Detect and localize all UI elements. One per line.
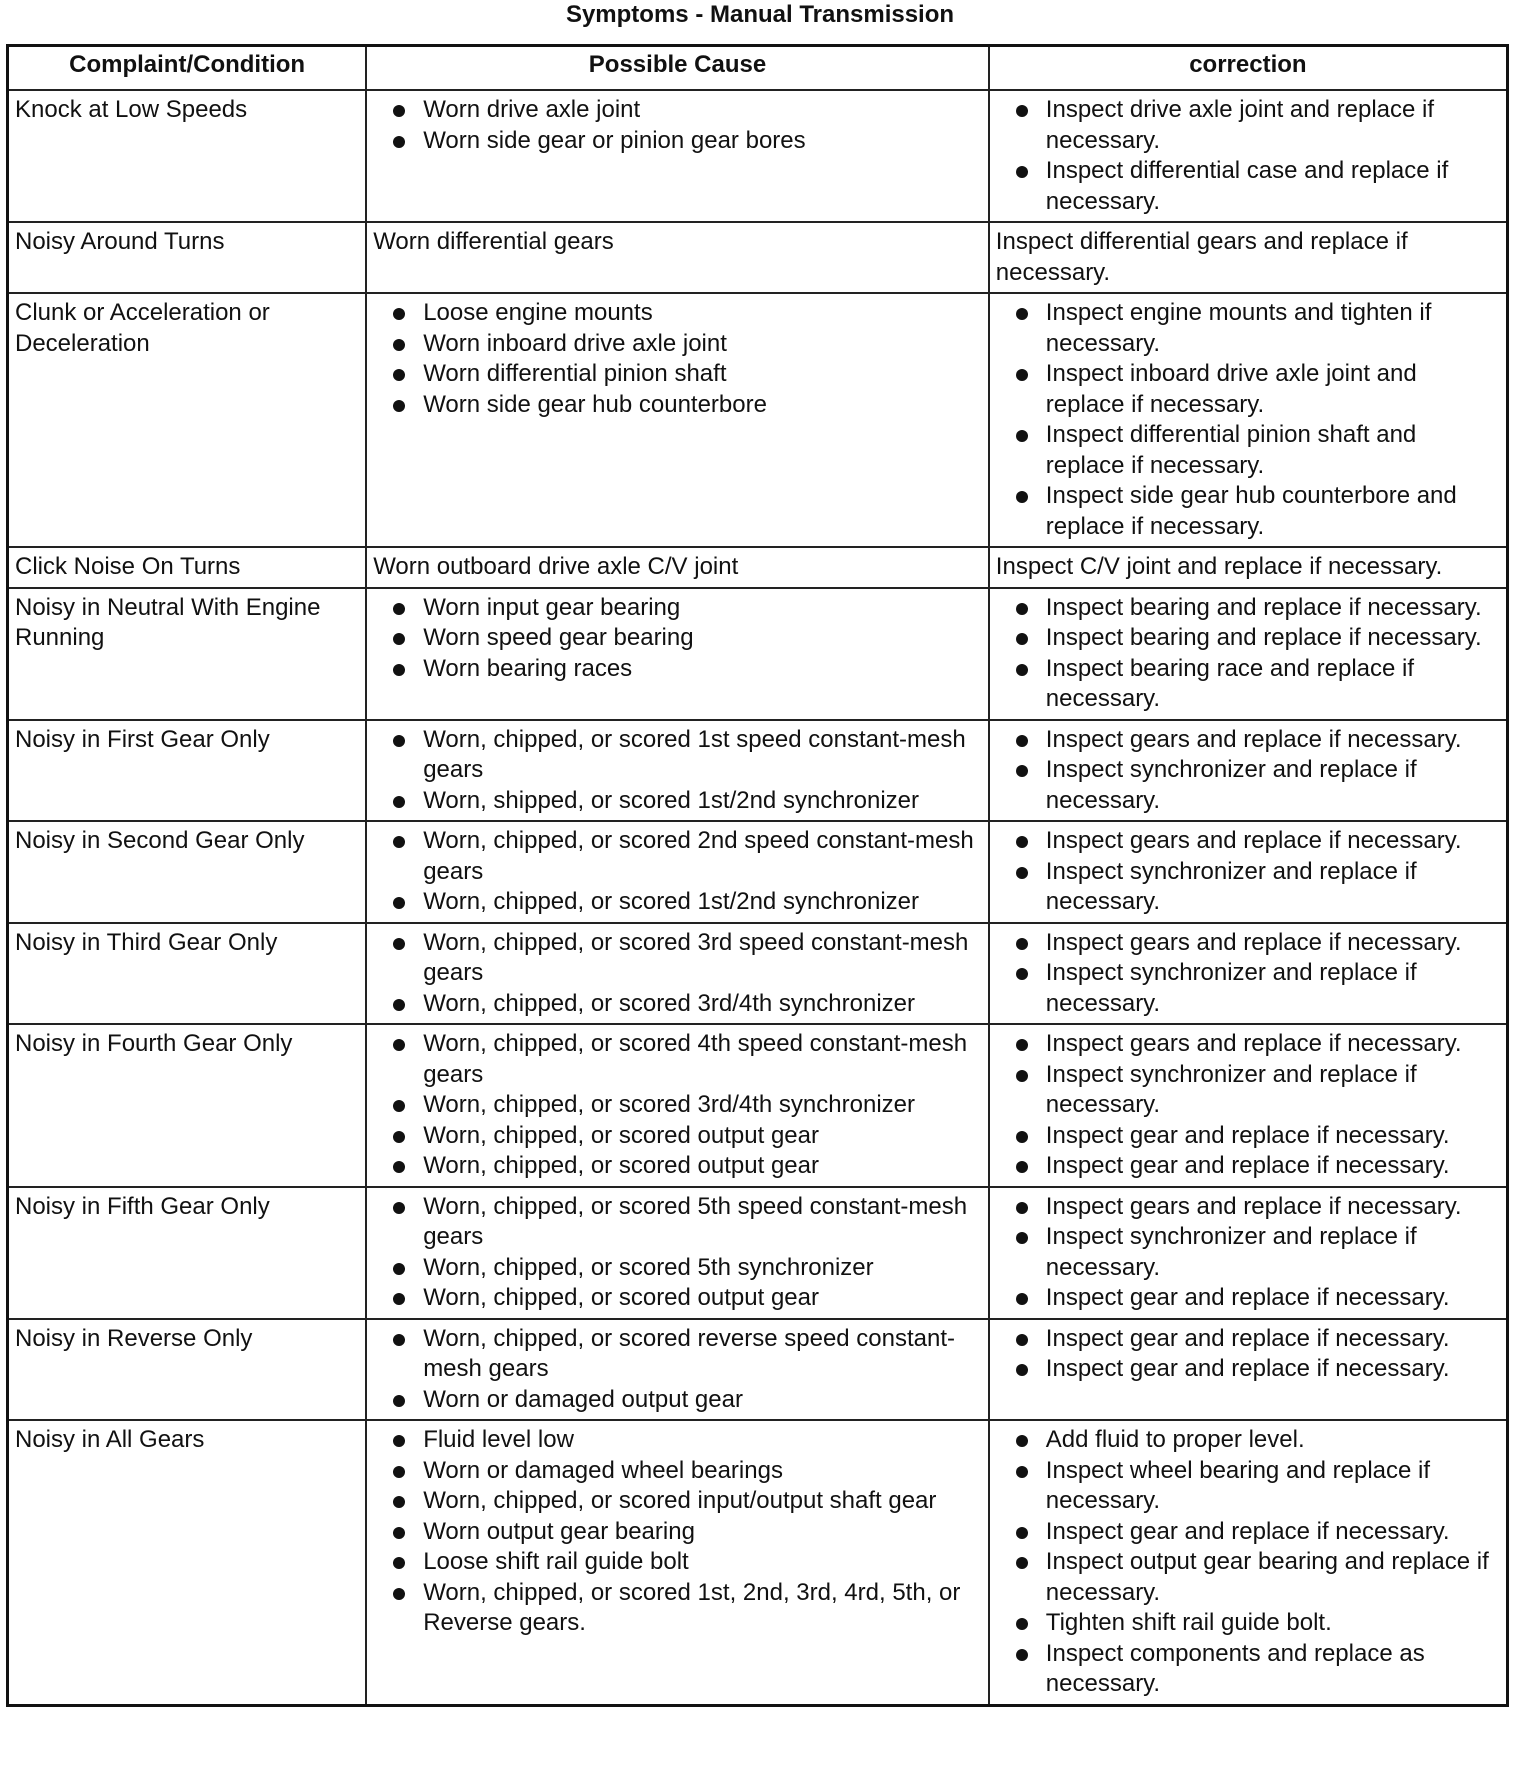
cause-cell-list xyxy=(373,1425,982,1639)
cause-cell-list xyxy=(373,1192,982,1314)
table-row xyxy=(8,547,1508,588)
cause-item: Worn or damaged wheel bearings xyxy=(373,1456,982,1487)
correction-item: Inspect inboard drive axle joint and replace if necessary. xyxy=(996,359,1500,420)
cause-cell xyxy=(366,547,989,588)
cause-item: Worn or damaged output gear xyxy=(373,1385,982,1416)
cause-item: Worn drive axle joint xyxy=(373,95,982,126)
correction-item: Inspect gear and replace if necessary. xyxy=(996,1324,1500,1355)
table-row xyxy=(8,1420,1508,1705)
cause-cell-list xyxy=(373,725,982,817)
condition-cell: Noisy in Reverse Only xyxy=(8,1319,367,1421)
cause-cell xyxy=(366,1319,989,1421)
correction-item: Inspect synchronizer and replace if necessary. xyxy=(996,958,1500,1019)
table-row xyxy=(8,588,1508,720)
cause-item: Worn side gear or pinion gear bores xyxy=(373,126,982,157)
correction-item: Inspect differential gears and replace if necessary. xyxy=(995,228,1408,286)
table-row xyxy=(8,1024,1508,1187)
cause-item: Worn, chipped, or scored 3rd/4th synchronizer xyxy=(373,1090,982,1121)
cause-item: Worn, chipped, or scored 2nd speed constant-mesh gears xyxy=(373,826,982,887)
cause-item: Worn outboard drive axle C/V joint xyxy=(373,553,739,580)
correction-item: Inspect drive axle joint and replace if necessary. xyxy=(996,95,1500,156)
correction-item: Inspect synchronizer and replace if necessary. xyxy=(996,1060,1500,1121)
correction-item: Inspect gear and replace if necessary. xyxy=(996,1121,1500,1152)
cause-cell xyxy=(366,923,989,1025)
condition-cell: Noisy in Fifth Gear Only xyxy=(8,1187,367,1319)
cause-item: Worn, chipped, or scored output gear xyxy=(373,1283,982,1314)
cause-cell-list xyxy=(373,298,982,420)
cause-cell xyxy=(366,90,989,222)
cause-item: Worn, chipped, or scored 1st speed constant-mesh gears xyxy=(373,725,982,786)
correction-cell-list xyxy=(996,1324,1500,1385)
correction-cell-list xyxy=(996,826,1500,918)
cause-cell-list xyxy=(373,1029,982,1182)
correction-item: Inspect gear and replace if necessary. xyxy=(996,1283,1500,1314)
header-cause: Possible Cause xyxy=(366,46,989,91)
cause-cell xyxy=(366,821,989,923)
cause-cell xyxy=(366,1420,989,1705)
cause-item: Loose shift rail guide bolt xyxy=(373,1547,982,1578)
cause-item: Worn output gear bearing xyxy=(373,1517,982,1548)
header-correction: correction xyxy=(989,46,1508,91)
correction-cell xyxy=(989,1319,1508,1421)
condition-cell: Noisy in First Gear Only xyxy=(8,720,367,822)
cause-cell-list xyxy=(373,928,982,1020)
condition-cell: Clunk or Acceleration or Deceleration xyxy=(8,293,367,547)
condition-cell: Noisy in Neutral With Engine Running xyxy=(8,588,367,720)
cause-item: Worn, chipped, or scored 1st/2nd synchronizer xyxy=(373,887,982,918)
correction-cell xyxy=(989,222,1508,293)
correction-item: Inspect synchronizer and replace if necessary. xyxy=(996,755,1500,816)
cause-cell xyxy=(366,588,989,720)
table-row xyxy=(8,293,1508,547)
correction-cell-list xyxy=(996,95,1500,217)
correction-item: Inspect components and replace as necessary. xyxy=(996,1639,1500,1700)
cause-item: Worn, chipped, or scored output gear xyxy=(373,1151,982,1182)
cause-item: Worn differential pinion shaft xyxy=(373,359,982,390)
correction-item: Inspect gears and replace if necessary. xyxy=(996,928,1500,959)
cause-item: Worn, chipped, or scored 4th speed constant-mesh gears xyxy=(373,1029,982,1090)
table-body xyxy=(8,90,1508,1705)
correction-cell xyxy=(989,821,1508,923)
table-row xyxy=(8,1187,1508,1319)
symptoms-table xyxy=(6,44,1509,1707)
correction-item: Inspect gears and replace if necessary. xyxy=(996,1029,1500,1060)
cause-cell xyxy=(366,720,989,822)
cause-item: Worn differential gears xyxy=(373,228,614,255)
condition-cell: Knock at Low Speeds xyxy=(8,90,367,222)
cause-cell xyxy=(366,1024,989,1187)
cause-cell xyxy=(366,222,989,293)
cause-item: Worn, chipped, or scored output gear xyxy=(373,1121,982,1152)
cause-cell xyxy=(366,293,989,547)
correction-cell xyxy=(989,588,1508,720)
correction-cell-list xyxy=(996,1192,1500,1314)
correction-cell-list xyxy=(996,928,1500,1020)
correction-item: Inspect bearing and replace if necessary. xyxy=(996,623,1500,654)
correction-cell-list xyxy=(996,1029,1500,1182)
correction-item: Inspect bearing race and replace if necessary. xyxy=(996,654,1500,715)
cause-item: Worn speed gear bearing xyxy=(373,623,982,654)
cause-item: Loose engine mounts xyxy=(373,298,982,329)
cause-item: Worn, chipped, or scored 3rd/4th synchronizer xyxy=(373,989,982,1020)
cause-item: Worn, chipped, or scored 1st, 2nd, 3rd, 4rd, 5th, or Reverse gears. xyxy=(373,1578,982,1639)
table-row xyxy=(8,720,1508,822)
condition-cell: Noisy in All Gears xyxy=(8,1420,367,1705)
cause-item: Worn, chipped, or scored reverse speed constant-mesh gears xyxy=(373,1324,982,1385)
cause-cell-list xyxy=(373,826,982,918)
correction-cell xyxy=(989,1187,1508,1319)
cause-cell-list xyxy=(373,95,982,156)
table-row xyxy=(8,923,1508,1025)
cause-item: Worn input gear bearing xyxy=(373,593,982,624)
correction-item: Inspect wheel bearing and replace if necessary. xyxy=(996,1456,1500,1517)
header-condition: Complaint/Condition xyxy=(8,46,367,91)
correction-item: Inspect synchronizer and replace if necessary. xyxy=(996,857,1500,918)
correction-cell xyxy=(989,720,1508,822)
correction-item: Inspect output gear bearing and replace if necessary. xyxy=(996,1547,1500,1608)
correction-item: Inspect gear and replace if necessary. xyxy=(996,1151,1500,1182)
condition-cell: Noisy in Second Gear Only xyxy=(8,821,367,923)
correction-item: Inspect gear and replace if necessary. xyxy=(996,1517,1500,1548)
correction-item: Inspect gears and replace if necessary. xyxy=(996,826,1500,857)
correction-item: Inspect gears and replace if necessary. xyxy=(996,725,1500,756)
correction-item: Add fluid to proper level. xyxy=(996,1425,1500,1456)
correction-cell xyxy=(989,923,1508,1025)
correction-cell-list xyxy=(996,725,1500,817)
condition-cell: Noisy Around Turns xyxy=(8,222,367,293)
cause-item: Worn, shipped, or scored 1st/2nd synchronizer xyxy=(373,786,982,817)
correction-item: Inspect differential case and replace if necessary. xyxy=(996,156,1500,217)
correction-item: Inspect engine mounts and tighten if necessary. xyxy=(996,298,1500,359)
cause-cell-list xyxy=(373,593,982,685)
condition-cell: Noisy in Third Gear Only xyxy=(8,923,367,1025)
cause-item: Worn, chipped, or scored 5th speed constant-mesh gears xyxy=(373,1192,982,1253)
page-title: Symptoms - Manual Transmission xyxy=(565,1,955,28)
correction-cell xyxy=(989,1420,1508,1705)
cause-item: Worn side gear hub counterbore xyxy=(373,390,982,421)
cause-cell-list xyxy=(373,1324,982,1416)
correction-item: Inspect differential pinion shaft and replace if necessary. xyxy=(996,420,1500,481)
condition-cell: Click Noise On Turns xyxy=(8,547,367,588)
table-header-row xyxy=(8,46,1508,91)
cause-item: Worn, chipped, or scored input/output shaft gear xyxy=(373,1486,982,1517)
correction-cell xyxy=(989,547,1508,588)
condition-cell: Noisy in Fourth Gear Only xyxy=(8,1024,367,1187)
correction-cell xyxy=(989,90,1508,222)
cause-item: Worn bearing races xyxy=(373,654,982,685)
correction-item: Inspect C/V joint and replace if necessary. xyxy=(995,553,1443,580)
correction-cell xyxy=(989,1024,1508,1187)
correction-cell-list xyxy=(996,593,1500,715)
cause-item: Fluid level low xyxy=(373,1425,982,1456)
cause-item: Worn, chipped, or scored 3rd speed constant-mesh gears xyxy=(373,928,982,989)
correction-cell-list xyxy=(996,298,1500,542)
correction-item: Inspect gear and replace if necessary. xyxy=(996,1354,1500,1385)
table-row xyxy=(8,1319,1508,1421)
correction-item: Inspect synchronizer and replace if necessary. xyxy=(996,1222,1500,1283)
table-row xyxy=(8,90,1508,222)
correction-cell-list xyxy=(996,1425,1500,1700)
correction-item: Inspect bearing and replace if necessary. xyxy=(996,593,1500,624)
correction-item: Tighten shift rail guide bolt. xyxy=(996,1608,1500,1639)
correction-cell xyxy=(989,293,1508,547)
correction-item: Inspect side gear hub counterbore and replace if necessary. xyxy=(996,481,1500,542)
correction-item: Inspect gears and replace if necessary. xyxy=(996,1192,1500,1223)
cause-item: Worn inboard drive axle joint xyxy=(373,329,982,360)
cause-item: Worn, chipped, or scored 5th synchronizer xyxy=(373,1253,982,1284)
table-row xyxy=(8,222,1508,293)
table-row xyxy=(8,821,1508,923)
cause-cell xyxy=(366,1187,989,1319)
